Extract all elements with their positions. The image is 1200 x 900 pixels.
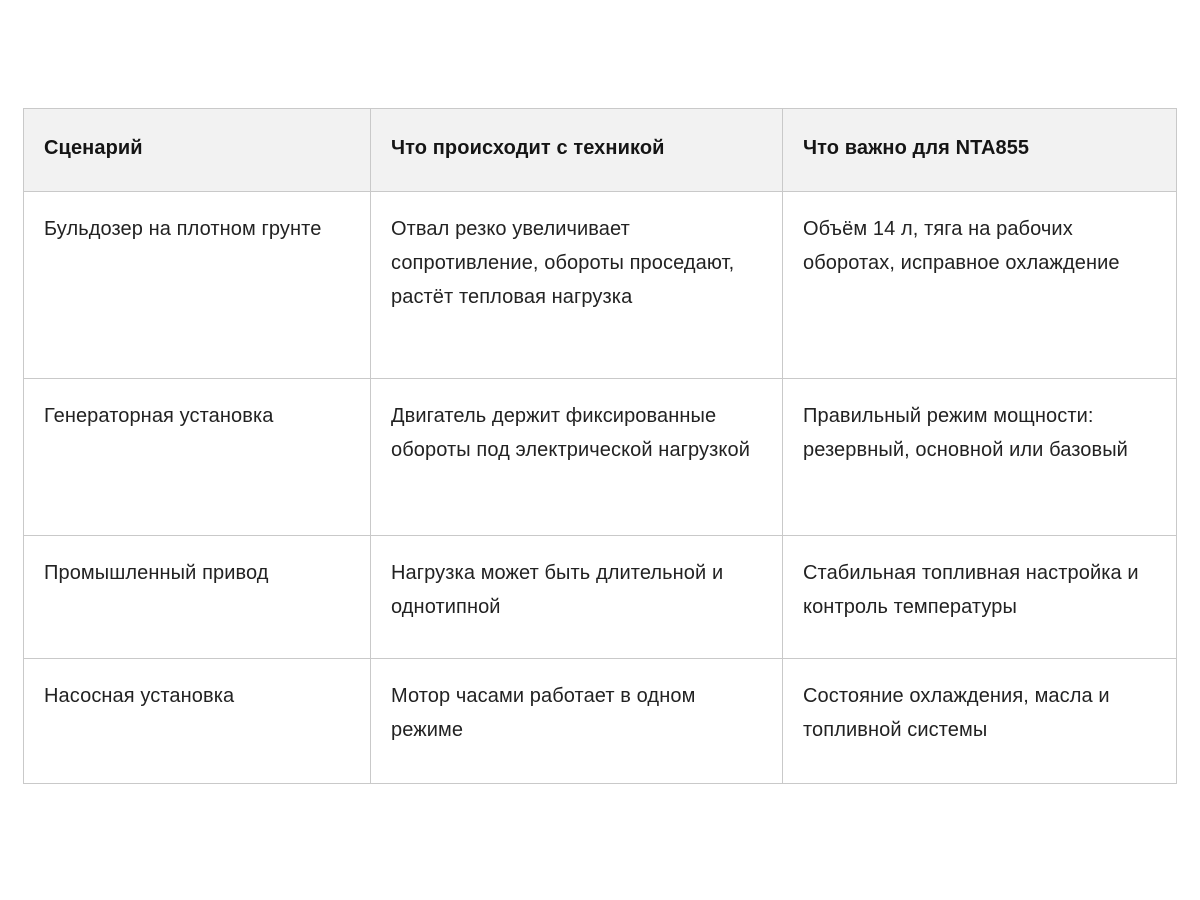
- table-row: [24, 379, 1177, 536]
- cell-scenario: Насосная установка: [24, 659, 371, 784]
- cell-scenario: Бульдозер на плотном грунте: [24, 192, 371, 379]
- cell-what-happens: Отвал резко увеличивает сопротивление, обороты проседают, растёт тепловая нагрузка: [371, 192, 783, 379]
- table-row: [24, 192, 1177, 379]
- cell-what-happens: Двигатель держит фиксированные обороты под электрической нагрузкой: [371, 379, 783, 536]
- scenario-table-container: [23, 108, 1176, 784]
- cell-scenario: Промышленный привод: [24, 536, 371, 659]
- cell-scenario: Генераторная установка: [24, 379, 371, 536]
- header-what-matters: Что важно для NTA855: [783, 109, 1177, 192]
- cell-what-matters: Объём 14 л, тяга на рабочих оборотах, исправное охлаждение: [783, 192, 1177, 379]
- header-scenario: Сценарий: [24, 109, 371, 192]
- header-what-happens: Что происходит с техникой: [371, 109, 783, 192]
- cell-what-matters: Состояние охлаждения, масла и топливной системы: [783, 659, 1177, 784]
- table-header: [24, 109, 1177, 192]
- table-row: [24, 536, 1177, 659]
- table-row: [24, 659, 1177, 784]
- table-body: [24, 192, 1177, 784]
- cell-what-happens: Нагрузка может быть длительной и однотипной: [371, 536, 783, 659]
- cell-what-matters: Стабильная топливная настройка и контроль температуры: [783, 536, 1177, 659]
- cell-what-happens: Мотор часами работает в одном режиме: [371, 659, 783, 784]
- scenario-table: [23, 108, 1177, 784]
- cell-what-matters: Правильный режим мощности: резервный, основной или базовый: [783, 379, 1177, 536]
- header-row: [24, 109, 1177, 192]
